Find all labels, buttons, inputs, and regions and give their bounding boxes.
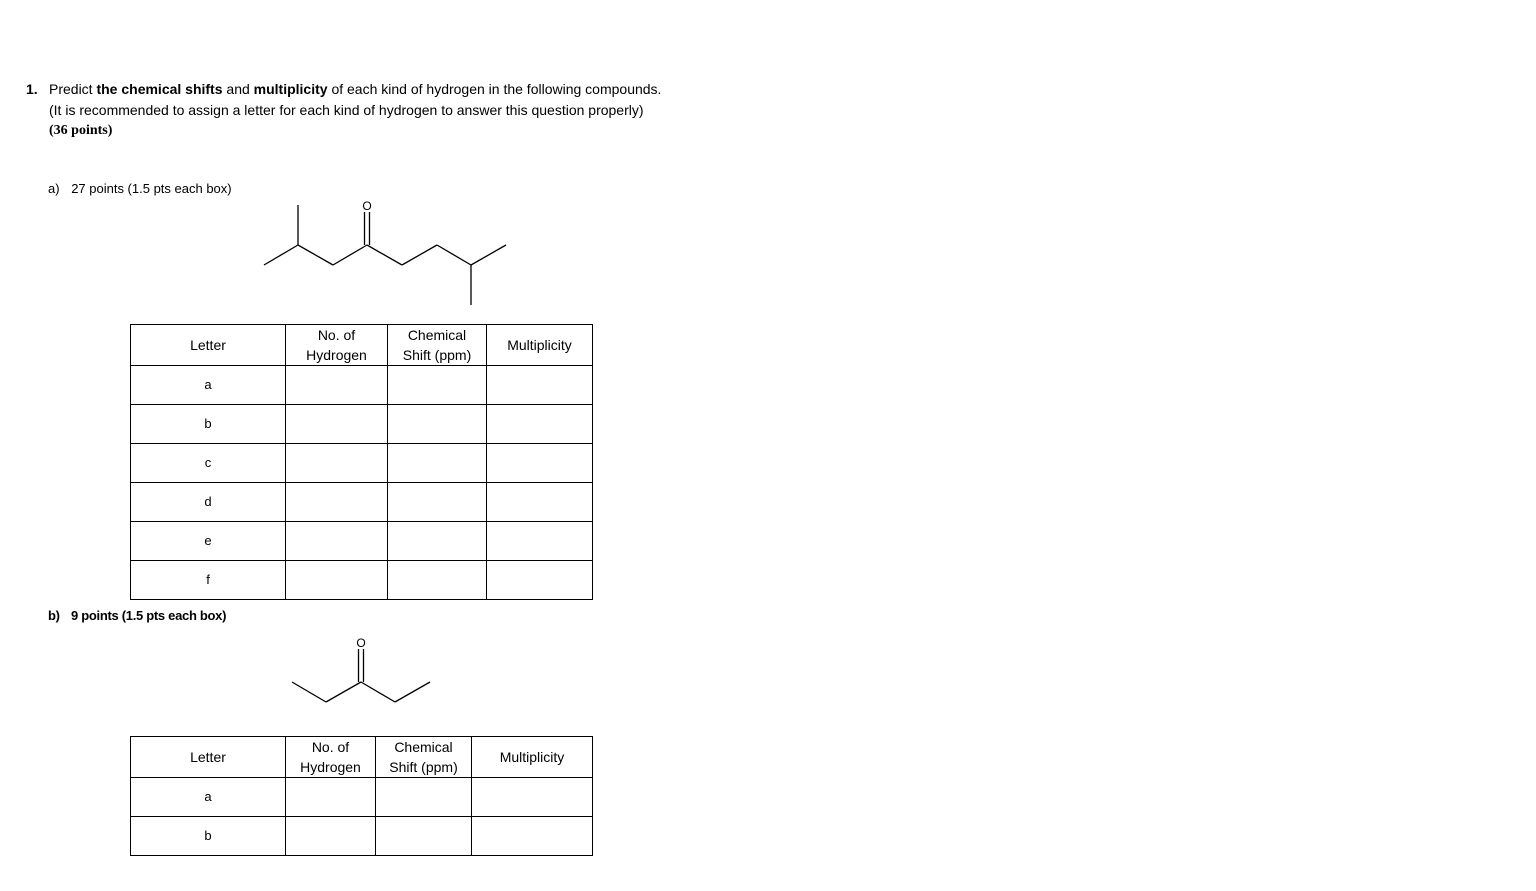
letter-cell: b	[131, 405, 286, 444]
hydrogen-count-cell[interactable]	[286, 817, 376, 856]
hydrogen-count-cell[interactable]	[286, 522, 388, 561]
answer-table-a	[130, 324, 593, 600]
chemical-shift-cell[interactable]	[376, 778, 472, 817]
header-letter: Letter	[131, 325, 286, 366]
table-row	[131, 817, 593, 856]
chemical-shift-cell[interactable]	[388, 561, 487, 600]
letter-cell: a	[131, 778, 286, 817]
hydrogen-count-cell[interactable]	[286, 405, 388, 444]
multiplicity-cell[interactable]	[487, 366, 593, 405]
table-row	[131, 561, 593, 600]
table-row	[131, 483, 593, 522]
chemical-shift-cell[interactable]	[388, 483, 487, 522]
emphasis-chemical-shifts: the chemical shifts	[96, 81, 223, 97]
table-row	[131, 778, 593, 817]
letter-cell: d	[131, 483, 286, 522]
part-a-label: a)	[48, 181, 60, 196]
multiplicity-cell[interactable]	[487, 405, 593, 444]
chemical-shift-cell[interactable]	[388, 522, 487, 561]
header-letter: Letter	[131, 737, 286, 778]
multiplicity-cell[interactable]	[487, 522, 593, 561]
multiplicity-cell[interactable]	[487, 483, 593, 522]
emphasis-multiplicity: multiplicity	[253, 81, 328, 97]
multiplicity-cell[interactable]	[487, 444, 593, 483]
hydrogen-count-cell[interactable]	[286, 444, 388, 483]
chemical-shift-cell[interactable]	[388, 366, 487, 405]
multiplicity-cell[interactable]	[472, 778, 593, 817]
letter-cell: b	[131, 817, 286, 856]
part-a-points: 27 points (1.5 pts each box)	[71, 181, 232, 196]
part-b-heading	[48, 608, 226, 623]
oxygen-label-a: O	[362, 199, 372, 213]
header-chemical-shift: Chemical Shift (ppm)	[376, 737, 472, 778]
multiplicity-cell[interactable]	[472, 817, 593, 856]
hydrogen-count-cell[interactable]	[286, 561, 388, 600]
chemical-shift-cell[interactable]	[376, 817, 472, 856]
part-b-points: 9 points (1.5 pts each box)	[70, 608, 227, 623]
oxygen-label-b: O	[356, 636, 366, 650]
chemical-shift-cell[interactable]	[388, 444, 487, 483]
hydrogen-count-cell[interactable]	[286, 778, 376, 817]
table-row	[131, 444, 593, 483]
letter-cell: f	[131, 561, 286, 600]
multiplicity-cell[interactable]	[487, 561, 593, 600]
question-instruction: Predict the chemical shifts and multiplicity of each kind of hydrogen in the following compounds.	[49, 81, 662, 97]
letter-cell: a	[131, 366, 286, 405]
chemical-shift-cell[interactable]	[388, 405, 487, 444]
table-a-header-row	[131, 325, 593, 366]
table-row	[131, 366, 593, 405]
header-multiplicity: Multiplicity	[472, 737, 593, 778]
question-number: 1.	[26, 81, 38, 97]
part-b-label: b)	[48, 608, 60, 623]
letter-cell: c	[131, 444, 286, 483]
hydrogen-count-cell[interactable]	[286, 483, 388, 522]
hydrogen-count-cell[interactable]	[286, 366, 388, 405]
question-points: (36 points)	[49, 123, 113, 138]
table-b-header-row	[131, 737, 593, 778]
header-multiplicity: Multiplicity	[487, 325, 593, 366]
letter-cell: e	[131, 522, 286, 561]
question-recommendation: (It is recommended to assign a letter for each kind of hydrogen to answer this question properly)	[49, 102, 644, 118]
header-no-of-hydrogen: No. of Hydrogen	[286, 325, 388, 366]
answer-table-b	[130, 736, 593, 856]
table-row	[131, 405, 593, 444]
table-row	[131, 522, 593, 561]
header-no-of-hydrogen: No. of Hydrogen	[286, 737, 376, 778]
header-chemical-shift: Chemical Shift (ppm)	[388, 325, 487, 366]
